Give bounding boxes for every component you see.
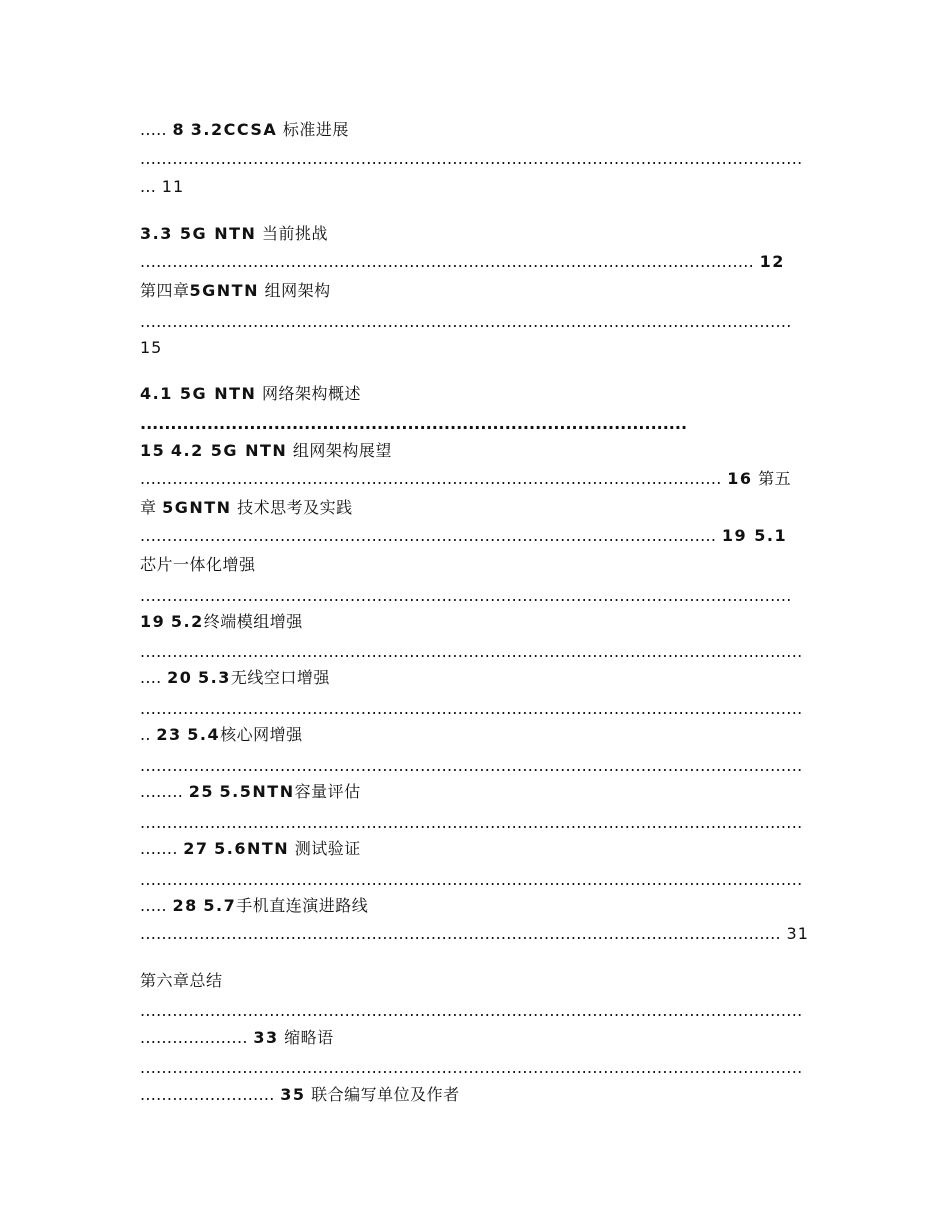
toc-page-number: 15 xyxy=(140,338,163,357)
toc-line xyxy=(140,280,331,302)
toc-page-number: 35 xyxy=(280,1085,306,1104)
toc-page-number: 12 xyxy=(759,252,785,271)
toc-section-number: 4.1 5G NTN xyxy=(140,384,257,403)
toc-line xyxy=(140,838,361,860)
toc-page-number: 11 xyxy=(161,177,185,196)
toc-line xyxy=(140,1027,334,1049)
toc-line xyxy=(140,781,361,803)
toc-line xyxy=(140,611,303,633)
toc-entry-title: 第六章总结 xyxy=(140,971,223,990)
toc-line xyxy=(140,119,349,141)
toc-page-number: 20 xyxy=(167,668,193,687)
toc-entry-title: 容量评估 xyxy=(294,782,361,801)
toc-page-number: 15 xyxy=(140,441,166,460)
toc-leader: .................................................................................................................. xyxy=(140,252,754,271)
toc-leader: ......................................................................................................................... xyxy=(140,312,792,331)
toc-entry-title: 核心网增强 xyxy=(220,725,303,744)
toc-page-number: 31 xyxy=(786,924,809,943)
toc-line xyxy=(140,497,353,519)
toc-leader: ........................................................................................................................... xyxy=(140,699,803,718)
toc-leader: ........................................................................................................................... xyxy=(140,870,803,889)
toc-line xyxy=(140,923,809,945)
toc-page-number: 25 xyxy=(188,782,214,801)
toc-entry-title: 标准进展 xyxy=(282,120,349,139)
toc-leader: ........................................................................................................................... xyxy=(140,642,803,661)
toc-section-number: 3.3 5G NTN xyxy=(140,224,257,243)
toc-leader: .... xyxy=(140,668,162,687)
toc-leader: ..... xyxy=(140,896,167,915)
toc-line xyxy=(140,468,791,490)
toc-entry-title: 组网架构展望 xyxy=(292,441,392,460)
toc-entry-title: 组网架构 xyxy=(264,281,331,300)
toc-line xyxy=(140,383,361,405)
toc-line xyxy=(140,337,162,359)
toc-line xyxy=(140,413,687,435)
toc-page-number: 8 xyxy=(172,120,186,139)
toc-line xyxy=(140,667,330,689)
toc-section-number: 5.6NTN xyxy=(214,839,290,858)
toc-leader: ........................................................................................................................... xyxy=(140,149,803,168)
toc-line xyxy=(140,251,785,273)
toc-leader: .. xyxy=(140,725,151,744)
toc-entry-title: 终端模组增强 xyxy=(203,612,303,631)
toc-line xyxy=(140,554,256,576)
toc-leader: .......................................................................................... xyxy=(140,414,688,433)
toc-line xyxy=(140,812,802,834)
toc-line xyxy=(140,148,802,170)
toc-line xyxy=(140,755,802,777)
toc-page-number: 23 xyxy=(156,725,182,744)
toc-leader: ........................................................................................................................... xyxy=(140,1058,803,1077)
toc-chapter-label: 第四章 xyxy=(140,281,190,300)
toc-line xyxy=(140,869,802,891)
toc-line xyxy=(140,311,792,333)
toc-entry-title: 测试验证 xyxy=(294,839,361,858)
toc-entry-title: 当前挑战 xyxy=(262,224,329,243)
toc-line xyxy=(140,176,184,198)
toc-line xyxy=(140,641,802,663)
toc-leader: ... xyxy=(140,177,157,196)
toc-line xyxy=(140,525,787,547)
toc-line xyxy=(140,1084,460,1106)
toc-line xyxy=(140,724,303,746)
toc-section-number: 3.2CCSA xyxy=(190,120,278,139)
toc-leader: ........................................................................................................................... xyxy=(140,1001,803,1020)
toc-line xyxy=(140,1000,802,1022)
toc-line xyxy=(140,1057,802,1079)
toc-entry-title: 芯片一体化增强 xyxy=(140,555,256,574)
toc-section-number: 5.4 xyxy=(187,725,221,744)
toc-page-number: 27 xyxy=(183,839,209,858)
toc-page-number: 19 xyxy=(140,612,166,631)
toc-section-number: 5.5NTN xyxy=(219,782,295,801)
toc-section-number: 5.2 xyxy=(170,612,204,631)
toc-leader: ..... xyxy=(140,120,167,139)
toc-leader: ......................... xyxy=(140,1085,275,1104)
toc-line xyxy=(140,698,802,720)
toc-leader: ............................................................................................................ xyxy=(140,469,722,488)
toc-entry-title: 缩略语 xyxy=(284,1028,334,1047)
toc-section-number: 5.3 xyxy=(198,668,231,687)
toc-leader: ........................................................................................................... xyxy=(140,526,717,545)
toc-page-number: 16 xyxy=(727,469,753,488)
toc-line xyxy=(140,223,328,245)
toc-entry-title: 技术思考及实践 xyxy=(237,498,353,517)
toc-line xyxy=(140,970,223,992)
toc-page-number: 33 xyxy=(253,1028,279,1047)
toc-line xyxy=(140,895,368,917)
toc-entry-title: 手机直连演进路线 xyxy=(236,896,369,915)
toc-leader: ......................................................................................................................... xyxy=(140,586,792,605)
toc-line xyxy=(140,585,792,607)
toc-leader: .................... xyxy=(140,1028,248,1047)
toc-chapter-label: 章 xyxy=(140,498,157,517)
toc-section-number: 5GNTN xyxy=(189,281,259,300)
toc-section-number: 5.7 xyxy=(203,896,237,915)
toc-section-number: 5GNTN xyxy=(162,498,232,517)
toc-entry-title: 无线空口增强 xyxy=(230,668,330,687)
toc-leader: ........................................................................................................................... xyxy=(140,813,803,832)
toc-entry-title: 第五 xyxy=(758,469,792,488)
toc-entry-title: 联合编写单位及作者 xyxy=(311,1085,460,1104)
toc-page-number: 28 xyxy=(172,896,198,915)
toc-leader: ........................................................................................................................... xyxy=(140,756,803,775)
toc-page-number: 19 5.1 xyxy=(721,526,788,545)
toc-leader: ........ xyxy=(140,782,184,801)
toc-entry-title: 网络架构概述 xyxy=(262,384,362,403)
toc-leader: ....................................................................................................................... xyxy=(140,924,781,943)
toc-leader: ....... xyxy=(140,839,178,858)
toc-line xyxy=(140,440,392,462)
toc-section-number: 4.2 5G NTN xyxy=(170,441,288,460)
